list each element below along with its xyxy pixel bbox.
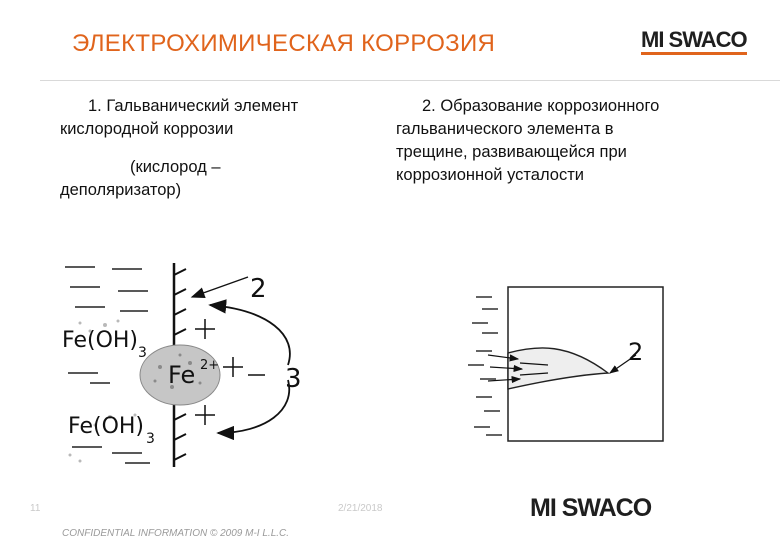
oxygen-corrosion-diagram bbox=[50, 255, 370, 475]
fe-oh3-top-subscript: 3 bbox=[138, 345, 147, 361]
fatigue-crack-diagram bbox=[458, 285, 668, 445]
fe-oh3-bottom: Fe(OH) bbox=[68, 414, 145, 439]
current-arrow-bottom bbox=[218, 380, 289, 433]
label-3: 3 bbox=[285, 364, 302, 394]
miswaco-logo-bottom bbox=[530, 494, 651, 523]
fe-oh3-bottom-subscript: 3 bbox=[146, 431, 155, 447]
title-divider bbox=[40, 80, 780, 81]
caption-right-line4: коррозионной усталости bbox=[396, 166, 584, 184]
miswaco-logo-top bbox=[641, 27, 747, 55]
fe-ion: Fe bbox=[168, 361, 196, 389]
caption-left-line4: деполяризатор) bbox=[60, 181, 182, 199]
caption-galvanic-cell bbox=[60, 95, 380, 202]
caption-left-line1: 1. Гальванический элемент bbox=[88, 97, 299, 115]
label-2: 2 bbox=[628, 338, 644, 366]
caption-right-line1: 2. Образование коррозионного bbox=[422, 97, 660, 115]
slide-date: 2/21/2018 bbox=[338, 503, 383, 514]
caption-left-line3: (кислород – bbox=[130, 158, 221, 176]
logo-text: MI SWACO bbox=[530, 494, 652, 522]
crack bbox=[508, 348, 608, 389]
label-2: 2 bbox=[250, 274, 267, 304]
caption-right-line3: трещине, развивающейся при bbox=[396, 143, 627, 161]
slide-title: ЭЛЕКТРОХИМИЧЕСКАЯ КОРРОЗИЯ bbox=[72, 30, 496, 57]
label-2-pointer bbox=[192, 277, 248, 297]
fe-oh3-top: Fe(OH) bbox=[62, 328, 139, 353]
logo-text: MI SWACO bbox=[641, 27, 747, 52]
caption-right-line2: гальванического элемента в bbox=[396, 120, 614, 138]
fe-ion-charge: 2+ bbox=[200, 358, 220, 373]
slide-number: 11 bbox=[30, 503, 41, 514]
current-arrow-top bbox=[210, 305, 290, 365]
caption-left-line2: кислородной коррозии bbox=[60, 120, 234, 138]
caption-crack-cell bbox=[396, 95, 726, 187]
confidential-notice: CONFIDENTIAL INFORMATION © 2009 M-I L.L.C. bbox=[62, 528, 290, 539]
electrolyte-dashes bbox=[468, 297, 502, 435]
